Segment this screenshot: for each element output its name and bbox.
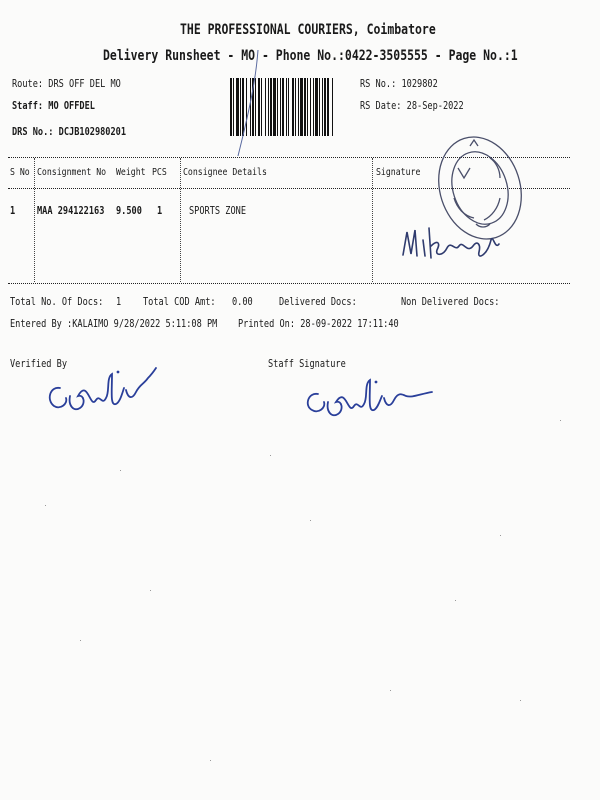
row-consignment: MAA 294122163 (37, 205, 105, 217)
col-header-consignee: Consignee Details (183, 167, 267, 178)
barcode-bar (282, 78, 284, 136)
barcode-bar (304, 78, 306, 136)
col-divider (34, 158, 35, 282)
pen-mark (228, 48, 268, 158)
scan-speck (310, 520, 311, 521)
col-header-signature: Signature (376, 167, 421, 178)
barcode-bar (268, 78, 269, 136)
barcode-bar (315, 78, 318, 136)
scan-speck (500, 535, 501, 536)
scan-speck (210, 760, 211, 761)
barcode-bar (295, 78, 296, 136)
rs-number: RS No.: 1029802 (360, 78, 438, 90)
scan-speck (455, 600, 456, 601)
barcode-bar (332, 78, 333, 136)
barcode-bar (288, 78, 289, 136)
delivered-docs-label: Delivered Docs: (279, 296, 357, 308)
total-cod-value: 0.00 (232, 296, 253, 308)
col-header-sno: S No (10, 167, 30, 178)
route-label: Route: DRS OFF DEL MO (12, 78, 121, 90)
col-divider (180, 158, 181, 282)
scan-speck (120, 470, 121, 471)
rs-date: RS Date: 28-Sep-2022 (360, 100, 464, 112)
col-header-consignment: Consignment No (37, 167, 107, 178)
scan-speck (270, 455, 271, 456)
row-consignee: SPORTS ZONE (189, 205, 247, 217)
total-docs-label: Total No. Of Docs: (10, 296, 104, 308)
barcode-bar (324, 78, 326, 136)
barcode-bar (270, 78, 272, 136)
col-header-weight: Weight (116, 167, 146, 178)
verifier-signature (40, 348, 170, 428)
consignee-signature (395, 210, 505, 280)
scan-speck (520, 700, 521, 701)
scan-speck (150, 590, 151, 591)
staff-label: Staff: MO OFFDEL (12, 100, 95, 112)
col-header-pcs: PCS (152, 167, 167, 178)
barcode-bar (313, 78, 314, 136)
company-title: THE PROFESSIONAL COURIERS, Coimbatore (180, 22, 436, 38)
printed-on: Printed On: 28-09-2022 17:11:40 (238, 318, 399, 330)
row-pcs: 1 (157, 205, 163, 217)
barcode-bar (322, 78, 323, 136)
barcode-bar (310, 78, 311, 136)
non-delivered-docs-label: Non Delivered Docs: (401, 296, 500, 308)
scan-speck (80, 640, 81, 641)
drs-number: DRS No.: DCJB102980201 (12, 126, 127, 138)
scan-speck (560, 420, 561, 421)
staff-signature-label: Staff Signature (268, 358, 346, 370)
table-bottom-rule (8, 283, 570, 284)
barcode-bar (298, 78, 299, 136)
verified-by-label: Verified By (10, 358, 68, 370)
barcode-bar (286, 78, 287, 136)
total-docs-value: 1 (116, 296, 122, 308)
col-divider (372, 158, 373, 282)
barcode-bar (277, 78, 278, 136)
barcode-bar (280, 78, 281, 136)
scan-speck (45, 505, 46, 506)
runsheet-title: Delivery Runsheet - MO - Phone No.:0422-3505555 - Page No.:1 (103, 48, 518, 64)
barcode-bar (273, 78, 276, 136)
barcode-bar (307, 78, 308, 136)
scan-speck (390, 690, 391, 691)
barcode-bar (300, 78, 303, 136)
barcode-bar (319, 78, 320, 136)
row-sno: 1 (10, 205, 16, 217)
total-cod-label: Total COD Amt: (143, 296, 216, 308)
staff-signature (300, 372, 440, 432)
barcode-bar (292, 78, 294, 136)
barcode-bar (327, 78, 329, 136)
row-weight: 9.500 (116, 205, 142, 217)
entered-by: Entered By :KALAIMO 9/28/2022 5:11:08 PM (10, 318, 218, 330)
